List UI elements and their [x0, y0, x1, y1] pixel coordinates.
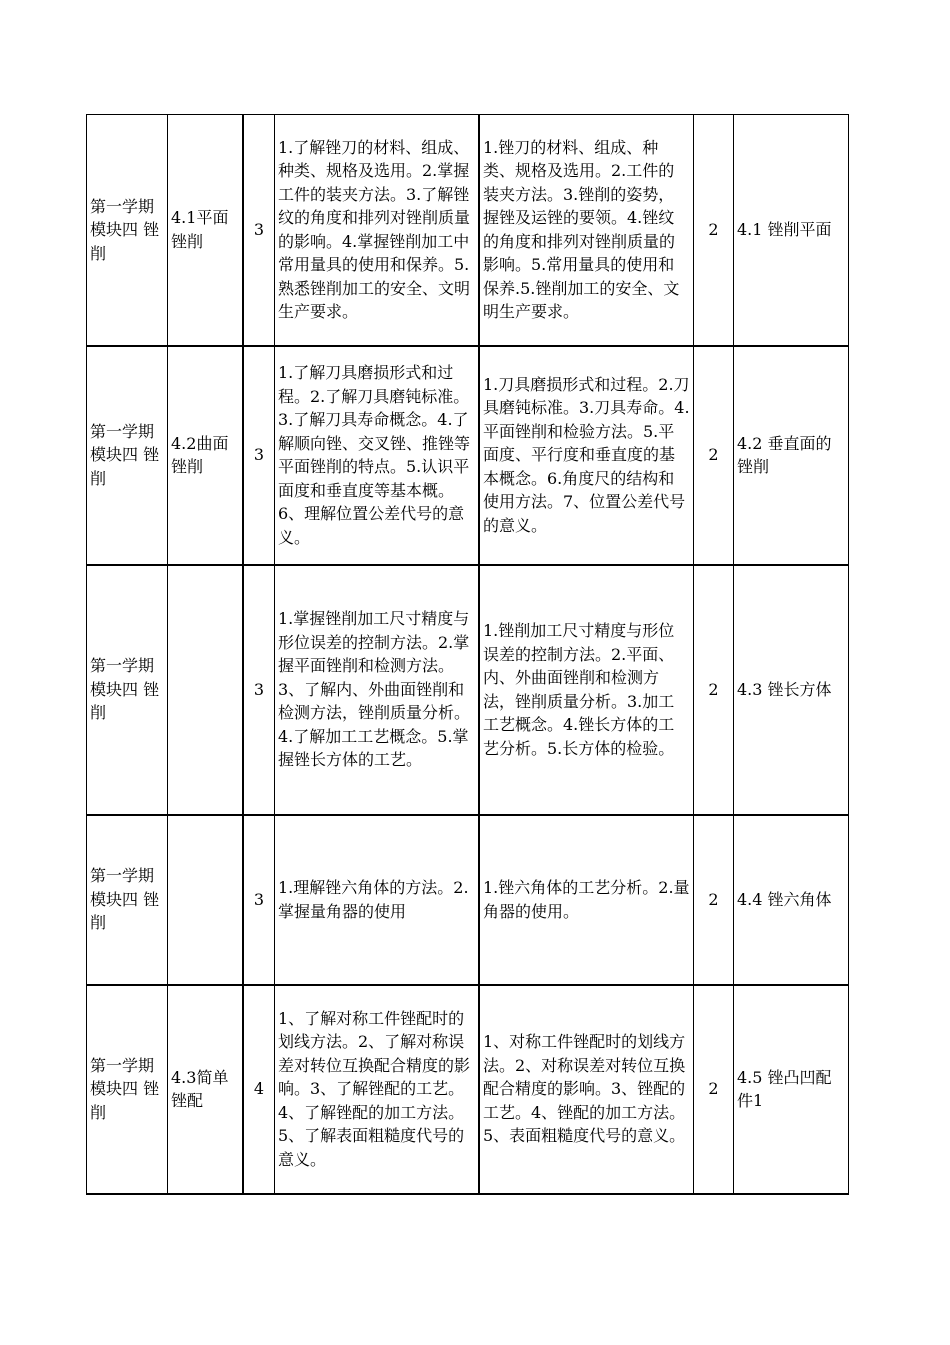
content-cell: 1.锉六角体的工艺分析。2.量角器的使用。 — [479, 815, 694, 985]
task-cell: 4.1 锉削平面 — [734, 115, 849, 346]
task-cell: 4.2 垂直面的锉削 — [734, 346, 849, 565]
goals-cell: 1.了解锉刀的材料、组成、种类、规格及选用。2.掌握工件的装夹方法。3.了解锉纹的角度和排列对锉削质量的影响。4.掌握锉削加工中常用量具的使用和保养。5.熟悉锉削加工的安全、文明生产要求。 — [275, 115, 480, 346]
unit-cell — [168, 565, 244, 815]
stage-cell: 第一学期模块四 锉削 — [87, 346, 168, 565]
count-cell: 2 — [694, 346, 734, 565]
goals-cell: 1.掌握锉削加工尺寸精度与形位误差的控制方法。2.掌握平面锉削和检测方法。3、了解内、外曲面锉削和检测方法，锉削质量分析。4.了解加工工艺概念。5.掌握锉长方体的工艺。 — [275, 565, 480, 815]
unit-cell: 4.1平面锉削 — [168, 115, 244, 346]
hours-cell: 4 — [243, 985, 275, 1194]
count-cell: 2 — [694, 815, 734, 985]
table-row — [87, 815, 849, 985]
content-cell: 1.刀具磨损形式和过程。2.刀具磨钝标准。3.刀具寿命。4.平面锉削和检验方法。5.平面度、平行度和垂直度的基本概念。6.角度尺的结构和使用方法。7、位置公差代号的意义。 — [479, 346, 694, 565]
content-cell: 1、对称工件锉配时的划线方法。2、对称误差对转位互换配合精度的影响。3、锉配的工艺。4、锉配的加工方法。5、表面粗糙度代号的意义。 — [479, 985, 694, 1194]
hours-cell: 3 — [243, 565, 275, 815]
task-cell: 4.4 锉六角体 — [734, 815, 849, 985]
task-cell: 4.5 锉凸凹配件1 — [734, 985, 849, 1194]
unit-cell — [168, 815, 244, 985]
goals-cell: 1.理解锉六角体的方法。2.掌握量角器的使用 — [275, 815, 480, 985]
stage-cell: 第一学期模块四 锉削 — [87, 565, 168, 815]
hours-cell: 3 — [243, 346, 275, 565]
goals-cell: 1.了解刀具磨损形式和过程。2.了解刀具磨钝标准。3.了解刀具寿命概念。4.了解顺向锉、交叉锉、推锉等平面锉削的特点。5.认识平面度和垂直度等基本概。6、理解位置公差代号的意义。 — [275, 346, 480, 565]
stage-cell: 第一学期模块四 锉削 — [87, 115, 168, 346]
unit-cell: 4.2曲面锉削 — [168, 346, 244, 565]
table-row — [87, 346, 849, 565]
stage-cell: 第一学期模块四 锉削 — [87, 985, 168, 1194]
table-row — [87, 565, 849, 815]
course-plan-table — [86, 114, 849, 1195]
unit-cell: 4.3简单锉配 — [168, 985, 244, 1194]
table-row — [87, 115, 849, 346]
goals-cell: 1、了解对称工件锉配时的划线方法。2、了解对称误差对转位互换配合精度的影响。3、了解锉配的工艺。4、了解锉配的加工方法。5、了解表面粗糙度代号的意义。 — [275, 985, 480, 1194]
count-cell: 2 — [694, 115, 734, 346]
hours-cell: 3 — [243, 815, 275, 985]
stage-cell: 第一学期模块四 锉削 — [87, 815, 168, 985]
table-row — [87, 985, 849, 1194]
count-cell: 2 — [694, 985, 734, 1194]
count-cell: 2 — [694, 565, 734, 815]
hours-cell: 3 — [243, 115, 275, 346]
content-cell: 1.锉刀的材料、组成、种类、规格及选用。2.工件的装夹方法。3.锉削的姿势，握锉及运锉的要领。4.锉纹的角度和排列对锉削质量的影响。5.常用量具的使用和保养.5.锉削加工的安全、文明生产要求。 — [479, 115, 694, 346]
content-cell: 1.锉削加工尺寸精度与形位误差的控制方法。2.平面、内、外曲面锉削和检测方法，锉削质量分析。3.加工工艺概念。4.锉长方体的工艺分析。5.长方体的检验。 — [479, 565, 694, 815]
task-cell: 4.3 锉长方体 — [734, 565, 849, 815]
